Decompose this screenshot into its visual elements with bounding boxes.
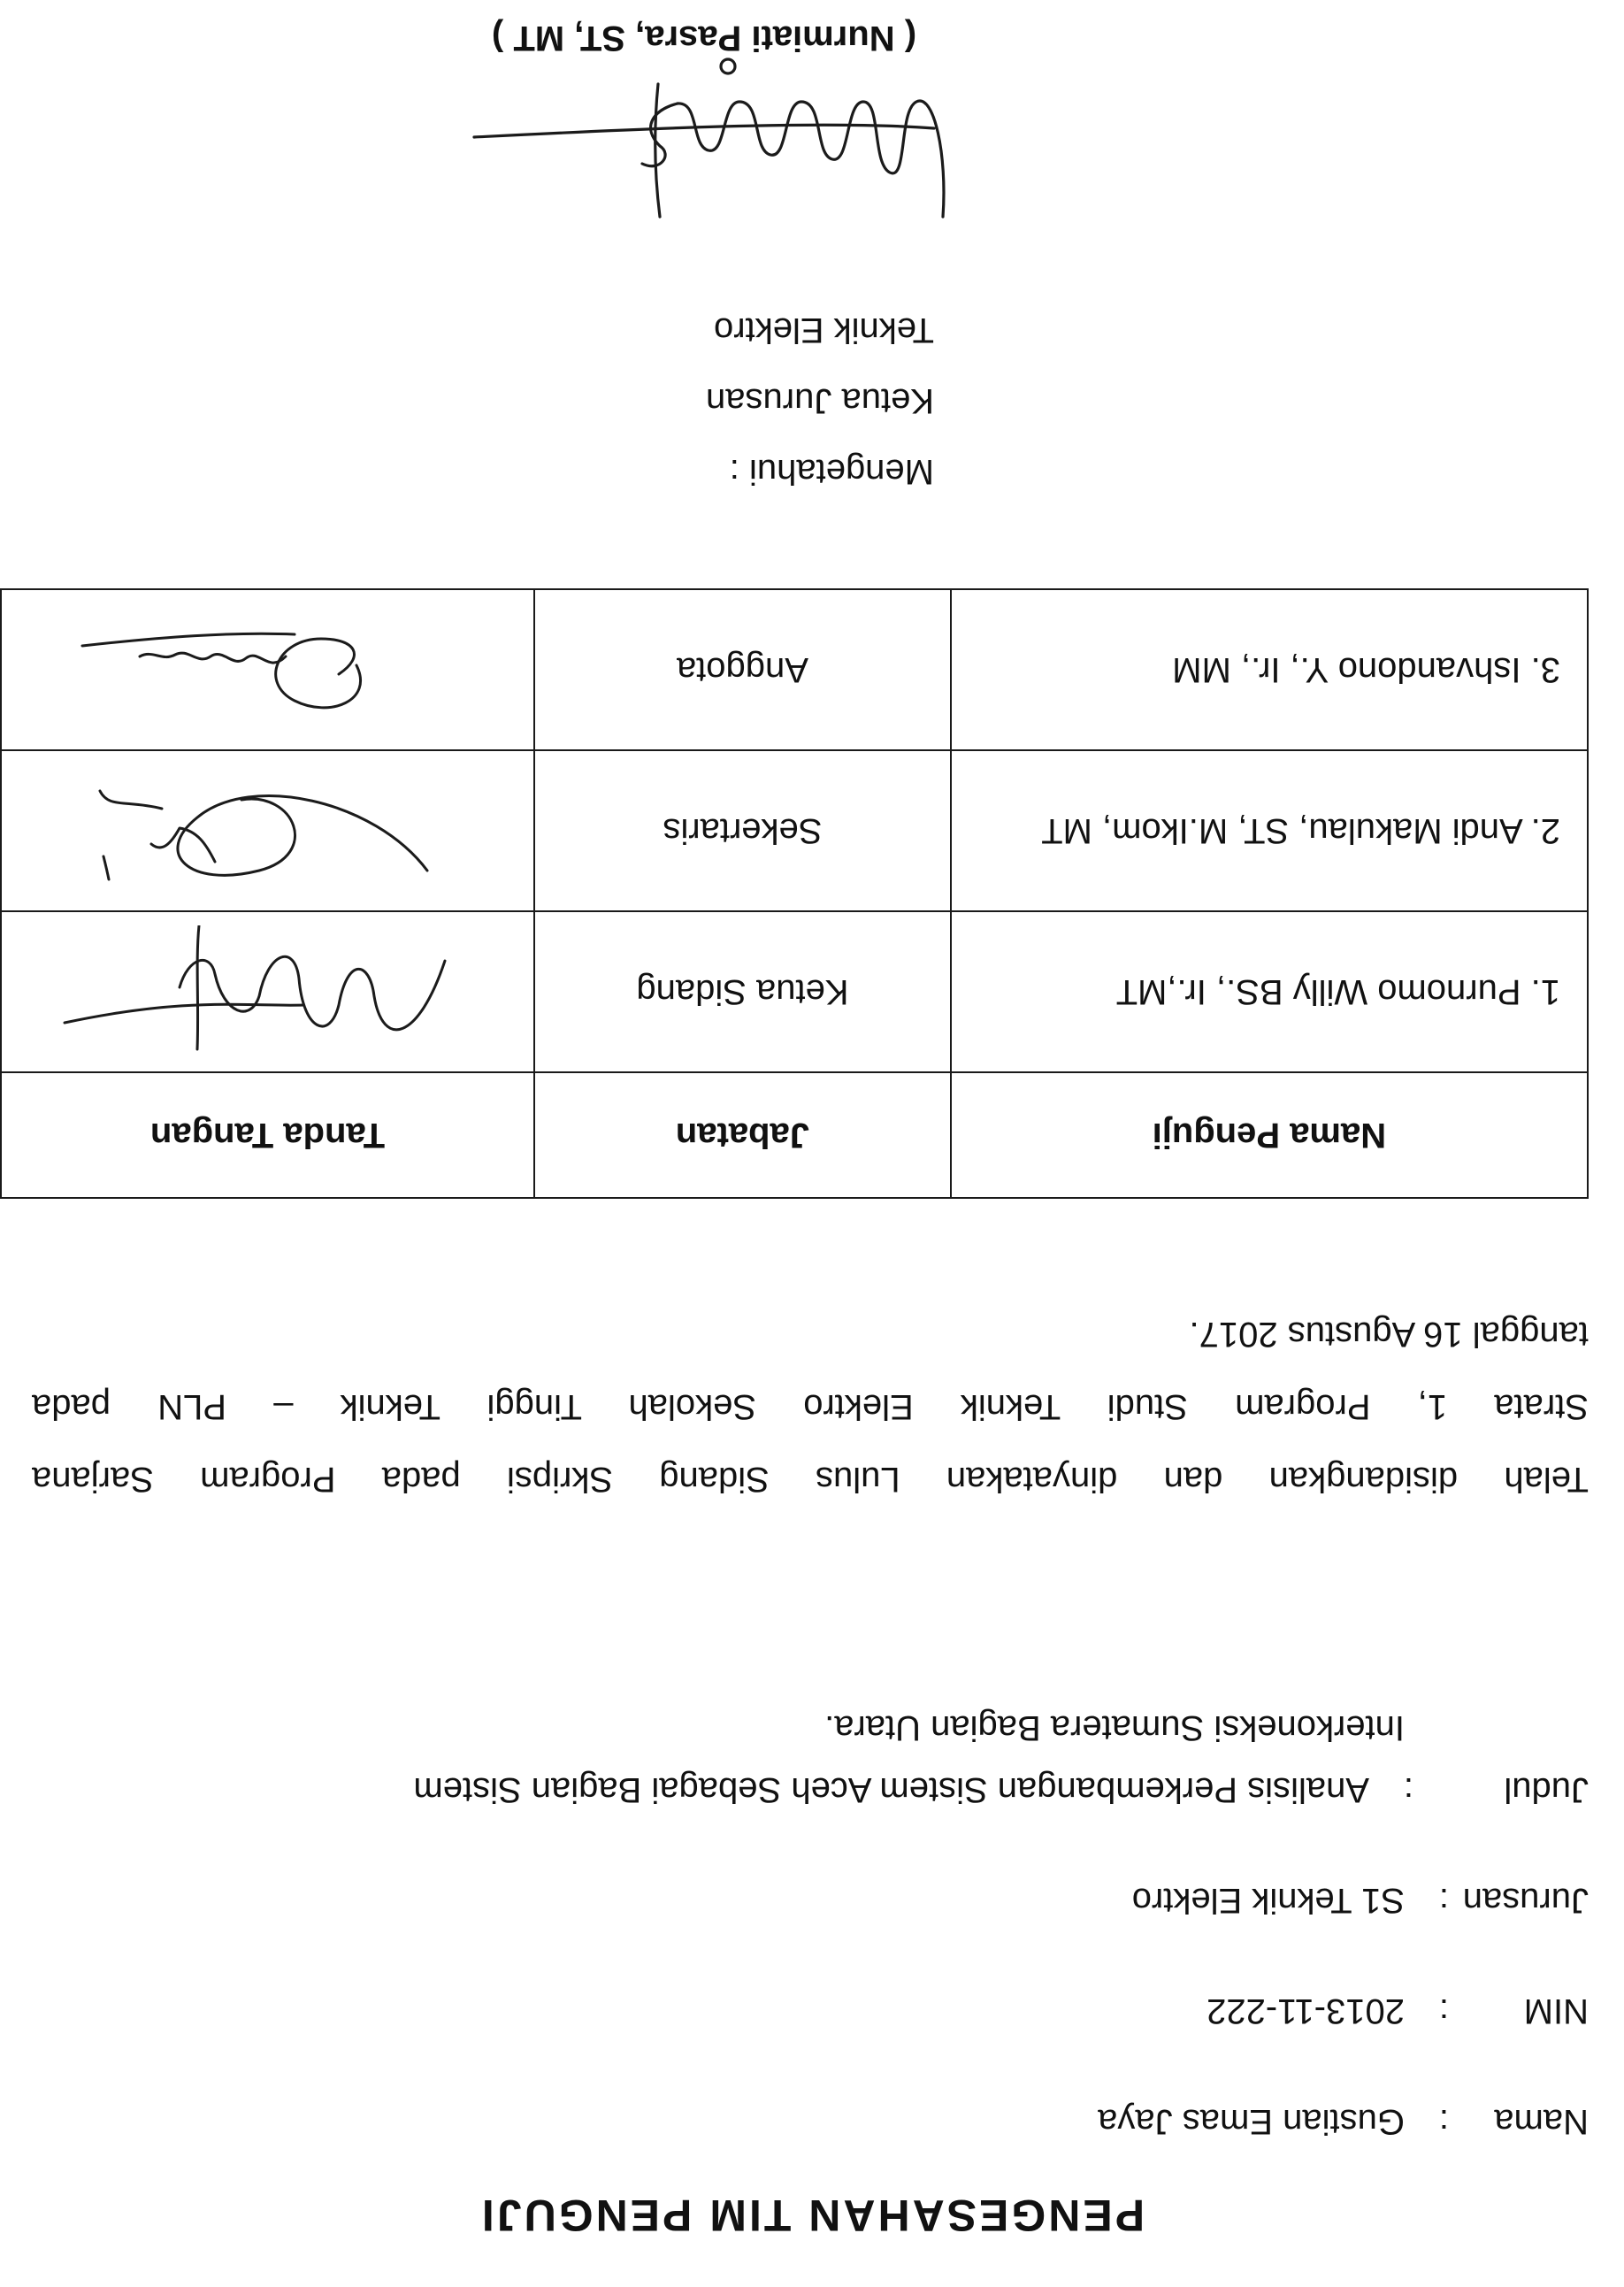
examiner-position: Sekertaris	[534, 750, 951, 911]
signature-cell	[1, 750, 534, 911]
statement-line-1: Telah disidangkan dan dinyatakan Lulus Sidang Skripsi pada Program Sarjana	[32, 1460, 1589, 1499]
head-of-department-signature-icon	[456, 49, 952, 234]
nama-value: Gustian Emas Jaya	[1098, 2102, 1405, 2141]
judul-value-line2: Interkoneksi Sumatera Bagian Utara.	[824, 1708, 1405, 1747]
judul-label: Judul	[1504, 1770, 1589, 1809]
signature-cell	[1, 589, 534, 750]
nim-separator: :	[1438, 1992, 1449, 2030]
signature-2-icon	[56, 764, 480, 897]
examiner-name: 3. Ishvandono Y., Ir., MM	[951, 589, 1588, 750]
examiner-name: 1. Purnomo Willy BS., Ir.,MT	[951, 911, 1588, 1072]
table-row	[1, 589, 1588, 750]
statement-line-2: Strata 1, Program Studi Teknik Elektro Sekolah Tinggi Teknik – PLN pada	[32, 1387, 1589, 1426]
signature-cell	[1, 911, 534, 1072]
jurusan-label: Jurusan	[1462, 1881, 1589, 1920]
nim-label: NIM	[1523, 1992, 1589, 2030]
header-nama-penguji: Nama Penguji	[951, 1072, 1588, 1198]
examiner-position: Ketua Sidang	[534, 911, 951, 1072]
examiner-position: Anggota	[534, 589, 951, 750]
mengetahui-label: Mengetahui :	[729, 452, 934, 491]
table-header-row	[1, 1072, 1588, 1198]
page-title: PENGESAHAN TIM PENGUJI	[479, 2191, 1145, 2240]
examiner-table	[0, 588, 1589, 1199]
statement-line-3: tanggal 16 Agustus 2017.	[1189, 1315, 1589, 1354]
department-label: Teknik Elektro	[714, 311, 934, 349]
table-row	[1, 750, 1588, 911]
table-row	[1, 911, 1588, 1072]
statement-paragraph	[32, 1298, 1589, 1516]
jurusan-value: S1 Teknik Elektro	[1131, 1881, 1405, 1920]
examiner-name: 2. Andi Makulau, ST, M.Ikom, MT	[951, 750, 1588, 911]
nama-label: Nama	[1494, 2102, 1589, 2141]
header-jabatan: Jabatan	[534, 1072, 951, 1198]
header-tanda-tangan: Tanda Tangan	[1, 1072, 534, 1198]
signature-1-icon	[56, 925, 480, 1058]
nama-separator: :	[1438, 2102, 1449, 2141]
head-of-department-name: ( Nurmiati Pasra, ST, MT )	[491, 19, 917, 58]
signature-3-icon	[56, 603, 480, 736]
jurusan-separator: :	[1438, 1881, 1449, 1920]
judul-separator: :	[1403, 1770, 1413, 1809]
ketua-jurusan-label: Ketua Jurusan	[706, 381, 934, 420]
nim-value: 2013-11-222	[1207, 1992, 1405, 2030]
judul-value-line1: Analisis Perkembangan Sistem Aceh Sebagai Bagian Sistem	[413, 1770, 1369, 1809]
